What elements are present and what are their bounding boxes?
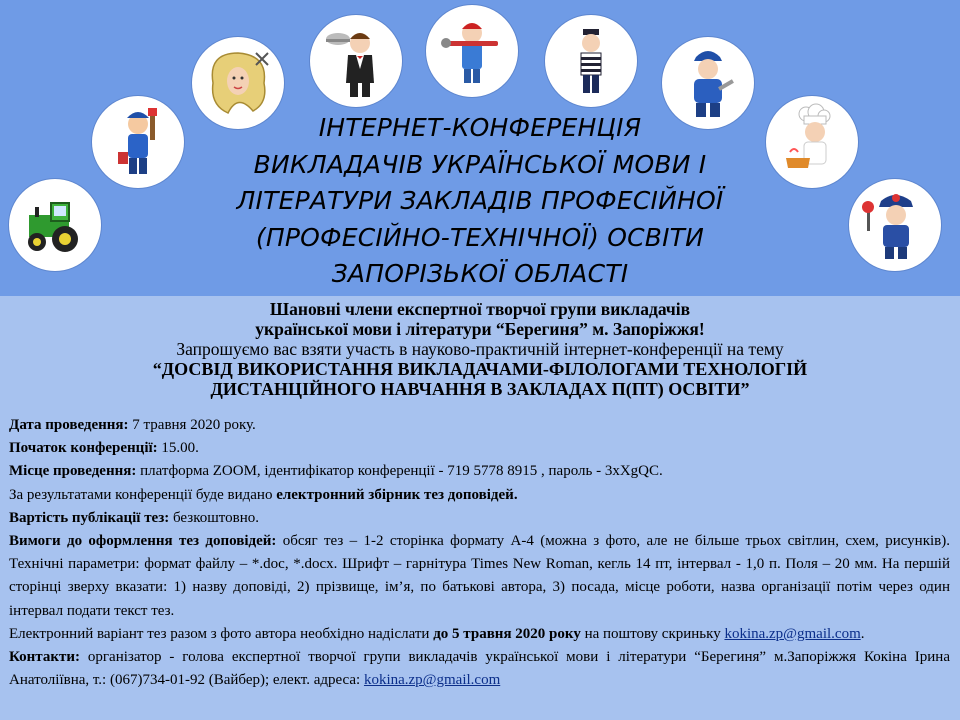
start-label: Початок конференції:	[9, 440, 158, 457]
sailor-icon	[551, 21, 631, 101]
cost-row	[9, 507, 950, 530]
collection-bold: електронний збірник тез доповідей.	[276, 486, 518, 503]
title-line: ІНТЕРНЕТ-КОНФЕРЕНЦІЯ	[318, 113, 642, 142]
date-value: 7 травня 2020 року.	[128, 417, 256, 433]
painter-icon	[98, 102, 178, 182]
email-link[interactable]: kokina.zp@gmail.com	[724, 625, 861, 642]
sailor-circle	[545, 15, 637, 107]
place-label: Місце проведення:	[9, 463, 137, 480]
plumber-circle	[426, 5, 518, 97]
waiter-icon	[316, 21, 396, 101]
plumber-icon	[432, 11, 512, 91]
title-line: ЛІТЕРАТУРИ ЗАКЛАДІВ ПРОФЕСІЙНОЇ	[236, 186, 724, 215]
greeting-line: української мови і літератури “Берегиня” м. Запоріжжя!	[255, 319, 705, 339]
metro-officer-icon	[855, 185, 935, 265]
send-end: .	[860, 625, 865, 642]
tractor-circle	[9, 179, 101, 271]
place-row	[9, 460, 950, 483]
greeting-line: Шановні члени експертної творчої групи викладачів	[269, 299, 691, 319]
contacts-label: Контакти:	[9, 649, 80, 666]
requirements-row	[9, 530, 950, 623]
requirements-value: обсяг тез – 1-2 сторінка формату А-4 (можна з фото, але не більше трьох світлин, схем, рисунків). Технічні параметри: формат файлу – *.doc, *.docx. Шрифт – гарнітура Times New Roman, кегль 14 пт, інтервал - 1,0 п. Поля – 20 мм. На першій сторінці зверху вказати: 1) назву доповіді, 2) прізвище, ім’я, по батькові автора, 3) посада, місце роботи, назва організації потім через один інтервал подати текст тез.	[9, 533, 950, 619]
contacts-row	[9, 646, 950, 692]
metro-officer-circle	[849, 179, 941, 271]
date-row	[9, 414, 950, 437]
collection-text: За результатами конференції буде видано	[9, 486, 277, 503]
send-row	[9, 623, 950, 646]
send-deadline: до 5 травня 2020 року	[433, 625, 581, 642]
title-line: ЗАПОРІЗЬКОЇ ОБЛАСТІ	[331, 259, 629, 288]
title-line: (ПРОФЕСІЙНО-ТЕХНІЧНОЇ) ОСВІТИ	[255, 222, 705, 252]
contact-email-link[interactable]: kokina.zp@gmail.com	[363, 672, 501, 689]
conference-title	[180, 110, 780, 293]
send-text: Електронний варіант тез разом з фото автора необхідно надіслати	[9, 625, 434, 642]
cost-label: Вартість публікації тез:	[9, 509, 170, 526]
conference-details	[9, 414, 950, 692]
topic-line: “ДОСВІД ВИКОРИСТАННЯ ВИКЛАДАЧАМИ-ФІЛОЛОГАМИ ТЕХНОЛОГІЙ	[152, 359, 808, 379]
title-line: ВИКЛАДАЧІВ УКРАЇНСЬКОЇ МОВИ І	[253, 149, 707, 179]
place-value: платформа ZOOM, ідентифікатор конференції - 719 5778 8915 , пароль - 3xXgQC.	[136, 463, 663, 480]
topic-line: ДИСТАНЦІЙНОГО НАВЧАННЯ В ЗАКЛАДАХ П(ПТ) ОСВІТИ”	[210, 379, 750, 399]
send-text-2: на поштову скриньку	[580, 625, 725, 642]
invitation-text: Запрошуємо вас взяти участь в науково-практичній інтернет-конференції на тему	[176, 339, 784, 359]
cook-icon	[772, 102, 852, 182]
contacts-value: організатор - голова експертної творчої групи викладачів української мови і літератури “Берегиня” м.Запоріжжя Кокіна Ірина Анатоліївна, т.: (067)734-01-92 (Вайбер); елект. адреса:	[9, 649, 950, 689]
date-label: Дата проведення:	[9, 417, 129, 433]
invitation-block	[0, 299, 960, 399]
waiter-circle	[310, 15, 402, 107]
painter-circle	[92, 96, 184, 188]
start-row	[9, 437, 950, 460]
cost-value: безкоштовно.	[169, 509, 259, 526]
start-value: 15.00.	[157, 440, 199, 457]
collection-row	[9, 484, 950, 507]
requirements-label: Вимоги до оформлення тез доповідей:	[9, 533, 277, 550]
tractor-icon	[15, 185, 95, 265]
